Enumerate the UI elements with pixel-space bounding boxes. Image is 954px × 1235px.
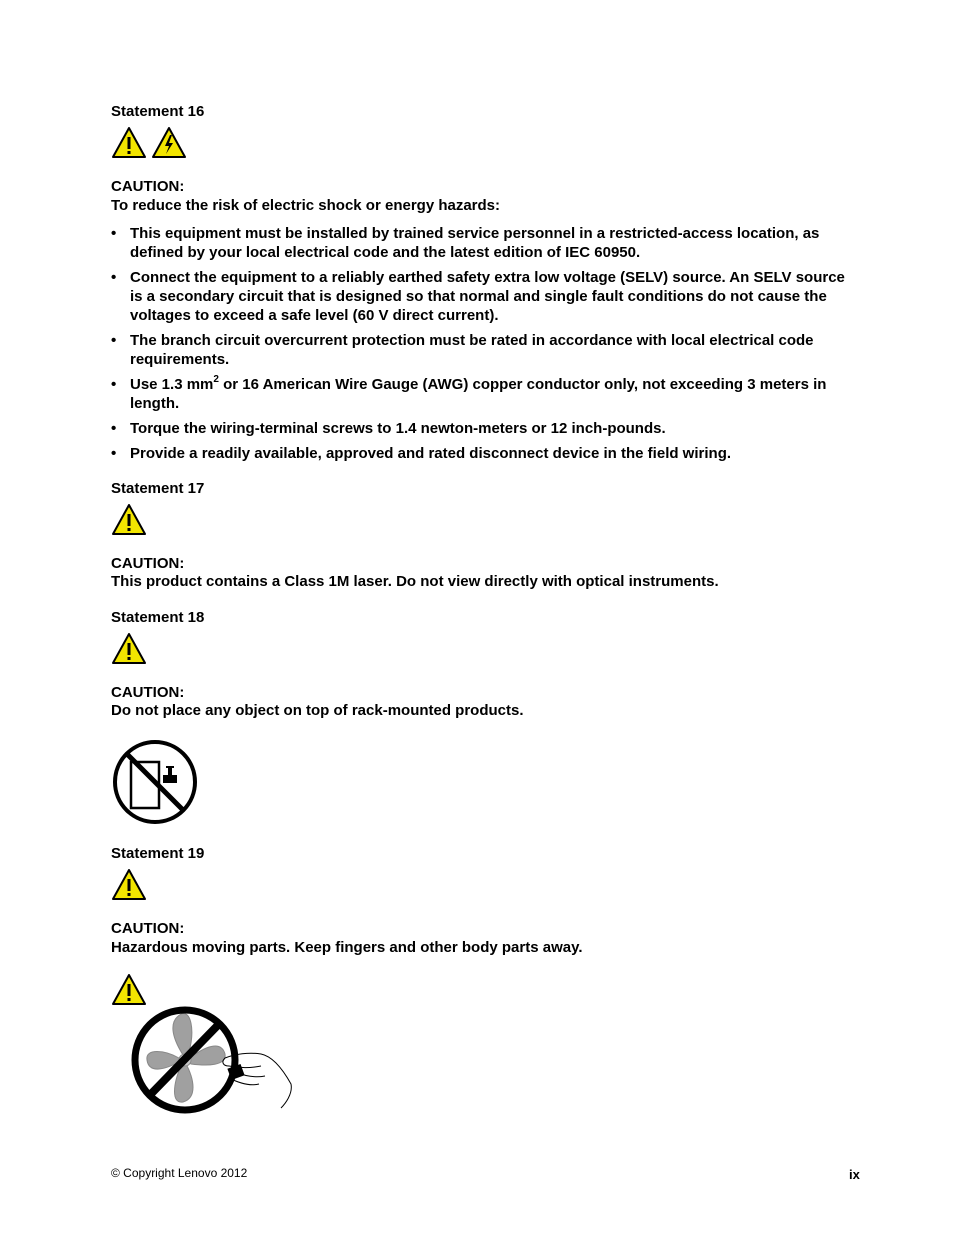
statement-16-intro: To reduce the risk of electric shock or energy hazards:: [111, 197, 501, 214]
warning-icon: [111, 632, 147, 665]
bullet-marker: •: [111, 445, 117, 462]
warning-icon: [111, 868, 147, 901]
bullet-marker: •: [111, 269, 117, 286]
statement-19-title: Statement 19: [111, 845, 205, 862]
page-number: ix: [849, 1167, 860, 1182]
list-item-text: This equipment must be installed by trained service personnel in a restricted-access location, as defined by your local electrical code and the latest edition of IEC 60950.: [130, 225, 820, 261]
moving-fan-hazard-icon: [125, 1000, 297, 1120]
statement-17-text: This product contains a Class 1M laser. Do not view directly with optical instruments.: [111, 573, 719, 590]
statement-17-caution-label: CAUTION:: [111, 555, 185, 572]
list-item-text-suffix: or 16 American Wire Gauge (AWG) copper conductor only, not exceeding 3 meters in length.: [130, 376, 827, 412]
warning-icon: [111, 503, 147, 536]
bullet-marker: •: [111, 332, 117, 349]
list-item: [111, 375, 851, 413]
list-item-text: Torque the wiring-terminal screws to 1.4 newton-meters or 12 inch-pounds.: [130, 420, 666, 437]
bullet-marker: •: [111, 420, 117, 437]
statement-19-caution-label: CAUTION:: [111, 920, 185, 937]
superscript: 2: [213, 374, 219, 385]
list-item: [111, 224, 851, 262]
statement-18-text: Do not place any object on top of rack-mounted products.: [111, 702, 524, 719]
no-objects-on-rack-icon: [110, 737, 200, 827]
statement-16-caution-label: CAUTION:: [111, 178, 185, 195]
statement-18-caution-label: CAUTION:: [111, 684, 185, 701]
list-item: [111, 268, 851, 325]
electrical-hazard-icon: [151, 126, 187, 159]
list-item-text: Connect the equipment to a reliably earthed safety extra low voltage (SELV) source. An SELV source is a secondary circuit that is designed so that normal and single fault conditions do not cause the voltages to exceed a safe level (60 V direct current).: [130, 269, 845, 324]
statement-16-title: Statement 16: [111, 103, 205, 120]
bullet-marker: •: [111, 376, 117, 393]
warning-icon: [111, 126, 147, 159]
list-item-text: The branch circuit overcurrent protection must be rated in accordance with local electrical code requirements.: [130, 332, 814, 368]
list-item: [111, 419, 851, 438]
list-item: [111, 444, 851, 463]
statement-17-title: Statement 17: [111, 480, 205, 497]
copyright-footer: © Copyright Lenovo 2012: [111, 1166, 248, 1180]
list-item-text-prefix: Use 1.3 mm: [130, 376, 214, 393]
statement-18-title: Statement 18: [111, 609, 205, 626]
statement-19-text: Hazardous moving parts. Keep fingers and other body parts away.: [111, 939, 583, 956]
bullet-marker: •: [111, 225, 117, 242]
statement-16-bullet-list: [111, 224, 851, 469]
list-item-text: Provide a readily available, approved and rated disconnect device in the field wiring.: [130, 445, 732, 462]
list-item: [111, 331, 851, 369]
